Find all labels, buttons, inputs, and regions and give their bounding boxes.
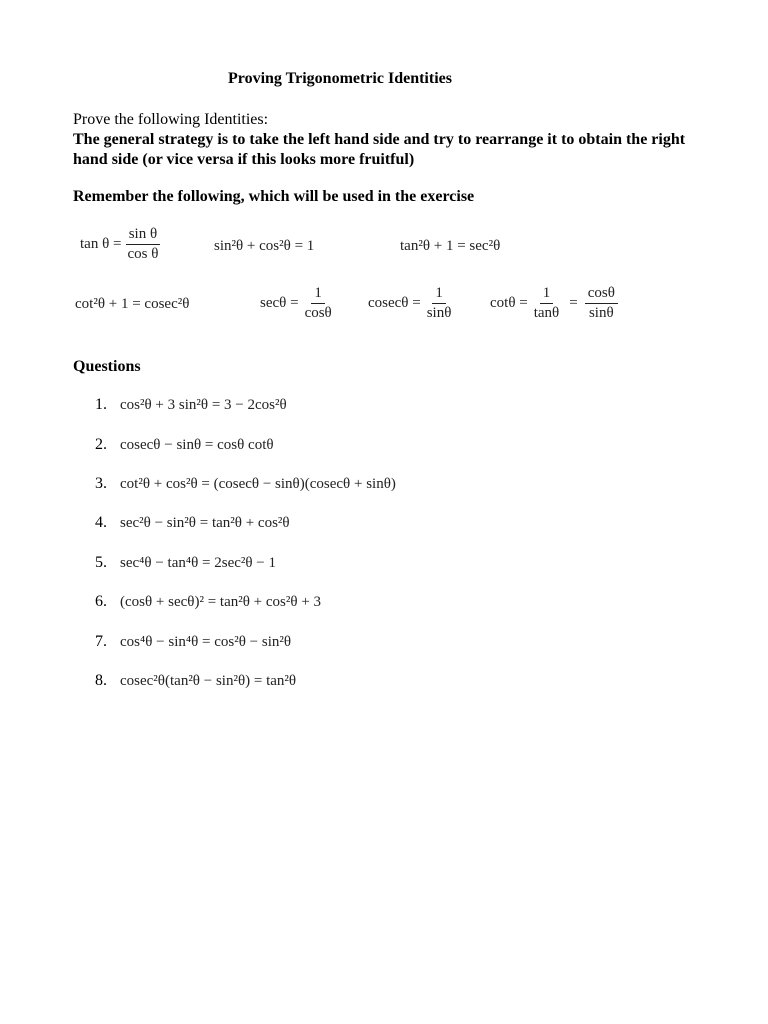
question-number: 8. xyxy=(95,672,107,689)
formula-pythagorean: sin²θ + cos²θ = 1 xyxy=(214,238,315,254)
question-number: 5. xyxy=(95,554,107,571)
formula-tan-sec: tan²θ + 1 = sec²θ xyxy=(400,238,501,254)
question-item xyxy=(95,436,615,454)
strategy-text: The general strategy is to take the left hand side and try to rearrange it to obtain the right hand side (or vice versa if this looks more fruitful) xyxy=(73,131,686,168)
question-item xyxy=(95,672,615,690)
formula-cosec-den: sinθ xyxy=(426,305,452,321)
formula-tan-num: sin θ xyxy=(126,226,160,245)
question-expression: cos²θ + 3 sin²θ = 3 − 2cos²θ xyxy=(120,396,287,413)
remember-text: Remember the following, which will be used in the exercise xyxy=(73,188,475,205)
question-item xyxy=(95,554,615,572)
formula-sec-def xyxy=(260,285,338,322)
formula-cot-equals: = xyxy=(569,295,578,311)
question-expression: sec²θ − sin²θ = tan²θ + cos²θ xyxy=(120,514,290,531)
intro-paragraph xyxy=(73,110,713,170)
question-expression: sec⁴θ − tan⁴θ = 2sec²θ − 1 xyxy=(120,554,277,571)
formula-tan-def xyxy=(80,226,164,263)
question-number: 7. xyxy=(95,633,107,650)
formula-cot-num-2: cosθ xyxy=(585,285,618,304)
question-expression: cosecθ − sinθ = cosθ cotθ xyxy=(120,436,274,453)
formula-cot-lhs: cotθ = xyxy=(490,295,528,311)
questions-heading: Questions xyxy=(73,358,141,375)
formula-sec-den: cosθ xyxy=(304,305,332,321)
question-number: 4. xyxy=(95,514,107,531)
question-expression: cosec²θ(tan²θ − sin²θ) = tan²θ xyxy=(120,672,297,689)
question-expression: (cosθ + secθ)² = tan²θ + cos²θ + 3 xyxy=(120,593,322,610)
formula-cosec-def xyxy=(368,285,457,322)
formula-sec-num: 1 xyxy=(311,285,325,304)
formula-cot-fraction-2 xyxy=(585,285,618,322)
formula-sec-lhs: secθ = xyxy=(260,295,299,311)
formula-cosec-lhs: cosecθ = xyxy=(368,295,421,311)
formula-cot-den-1: tanθ xyxy=(533,305,560,321)
question-item xyxy=(95,514,615,532)
question-number: 2. xyxy=(95,436,107,453)
question-expression: cot²θ + cos²θ = (cosecθ − sinθ)(cosecθ + sinθ) xyxy=(120,475,396,492)
formula-cosec-fraction xyxy=(424,285,455,322)
formula-cot-def xyxy=(490,285,621,322)
intro-heading: Prove the following Identities: xyxy=(73,111,269,128)
question-item xyxy=(95,475,615,493)
formula-cot-fraction-1 xyxy=(531,285,563,322)
question-number: 3. xyxy=(95,475,107,492)
question-item xyxy=(95,593,615,611)
formula-tan-lhs: tan θ = xyxy=(80,236,122,252)
page-title: Proving Trigonometric Identities xyxy=(228,70,452,87)
formula-tan-den: cos θ xyxy=(127,246,159,262)
formula-cot-den-2: sinθ xyxy=(588,305,614,321)
question-item xyxy=(95,396,615,414)
formula-cosec-num: 1 xyxy=(432,285,446,304)
formula-cot-num-1: 1 xyxy=(540,285,554,304)
formula-tan-fraction xyxy=(124,226,161,263)
question-item xyxy=(95,633,615,651)
formula-cot-cosec: cot²θ + 1 = cosec²θ xyxy=(75,296,190,312)
question-number: 6. xyxy=(95,593,107,610)
question-number: 1. xyxy=(95,396,107,413)
question-expression: cos⁴θ − sin⁴θ = cos²θ − sin²θ xyxy=(120,633,292,650)
formula-sec-fraction xyxy=(302,285,335,322)
